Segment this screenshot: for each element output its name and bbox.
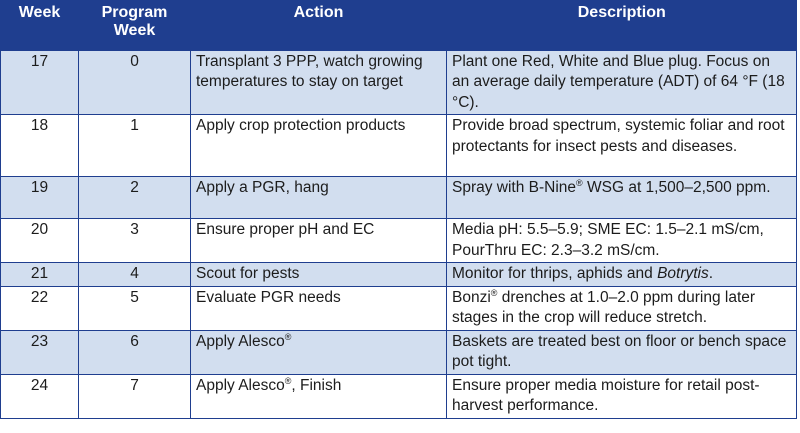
program-week-cell: 5 [79, 286, 191, 330]
program-week-cell: 6 [79, 330, 191, 374]
registered-mark: ® [284, 375, 292, 386]
description-cell: Provide broad spectrum, systemic foliar and root protectants for insect pests and diseases. [447, 115, 797, 177]
table-row [1, 219, 797, 263]
week-cell: 21 [1, 263, 79, 287]
table-row [1, 374, 797, 418]
description-text: drenches at 1.0–2.0 ppm during later stages in the crop will reduce stretch. [452, 288, 756, 326]
week-cell: 19 [1, 177, 79, 219]
description-text: Monitor for thrips, aphids and [452, 265, 658, 282]
table-header-row [1, 0, 797, 50]
program-week-cell: 3 [79, 219, 191, 263]
header-week: Week [1, 0, 79, 50]
action-cell: Apply crop protection products [191, 115, 447, 177]
description-text: . [708, 265, 714, 282]
week-cell: 23 [1, 330, 79, 374]
program-week-cell: 2 [79, 177, 191, 219]
description-cell: Baskets are treated best on floor or bench space pot tight. [447, 330, 797, 374]
table-row [1, 330, 797, 374]
action-cell: Apply a PGR, hang [191, 177, 447, 219]
registered-mark: ® [284, 331, 292, 342]
table-row [1, 115, 797, 177]
description-cell: Plant one Red, White and Blue plug. Focus on an average daily temperature (ADT) of 64 °F (18 °C). [447, 50, 797, 115]
program-week-cell: 7 [79, 374, 191, 418]
header-action: Action [191, 0, 447, 50]
action-text: Apply Alesco [196, 332, 285, 350]
action-cell [191, 374, 447, 418]
action-cell [191, 330, 447, 374]
description-text: Spray with B-Nine [452, 179, 577, 196]
description-italic-text: Botrytis [657, 265, 709, 282]
table-row [1, 177, 797, 219]
action-cell: Scout for pests [191, 263, 447, 287]
action-text: , Finish [291, 376, 342, 394]
registered-mark: ® [490, 287, 498, 298]
action-text: Apply Alesco [196, 376, 285, 394]
table-row [1, 50, 797, 115]
week-cell: 18 [1, 115, 79, 177]
table-row [1, 286, 797, 330]
action-cell: Ensure proper pH and EC [191, 219, 447, 263]
description-text: WSG at 1,500–2,500 ppm. [582, 179, 771, 196]
description-cell [447, 263, 797, 287]
action-cell: Transplant 3 PPP, watch growing temperatures to stay on target [191, 50, 447, 115]
description-cell: Media pH: 5.5–5.9; SME EC: 1.5–2.1 mS/cm, PourThru EC: 2.3–3.2 mS/cm. [447, 219, 797, 263]
header-description: Description [447, 0, 797, 50]
program-week-cell: 0 [79, 50, 191, 115]
description-cell [447, 286, 797, 330]
registered-mark: ® [576, 178, 583, 188]
week-cell: 22 [1, 286, 79, 330]
header-program-week: Program Week [79, 0, 191, 50]
description-text: Bonzi [452, 288, 491, 306]
week-cell: 20 [1, 219, 79, 263]
program-week-cell: 1 [79, 115, 191, 177]
description-cell [447, 177, 797, 219]
action-cell: Evaluate PGR needs [191, 286, 447, 330]
week-cell: 17 [1, 50, 79, 115]
program-week-cell: 4 [79, 263, 191, 287]
description-cell: Ensure proper media moisture for retail post-harvest performance. [447, 374, 797, 418]
week-cell: 24 [1, 374, 79, 418]
table-row [1, 263, 797, 287]
